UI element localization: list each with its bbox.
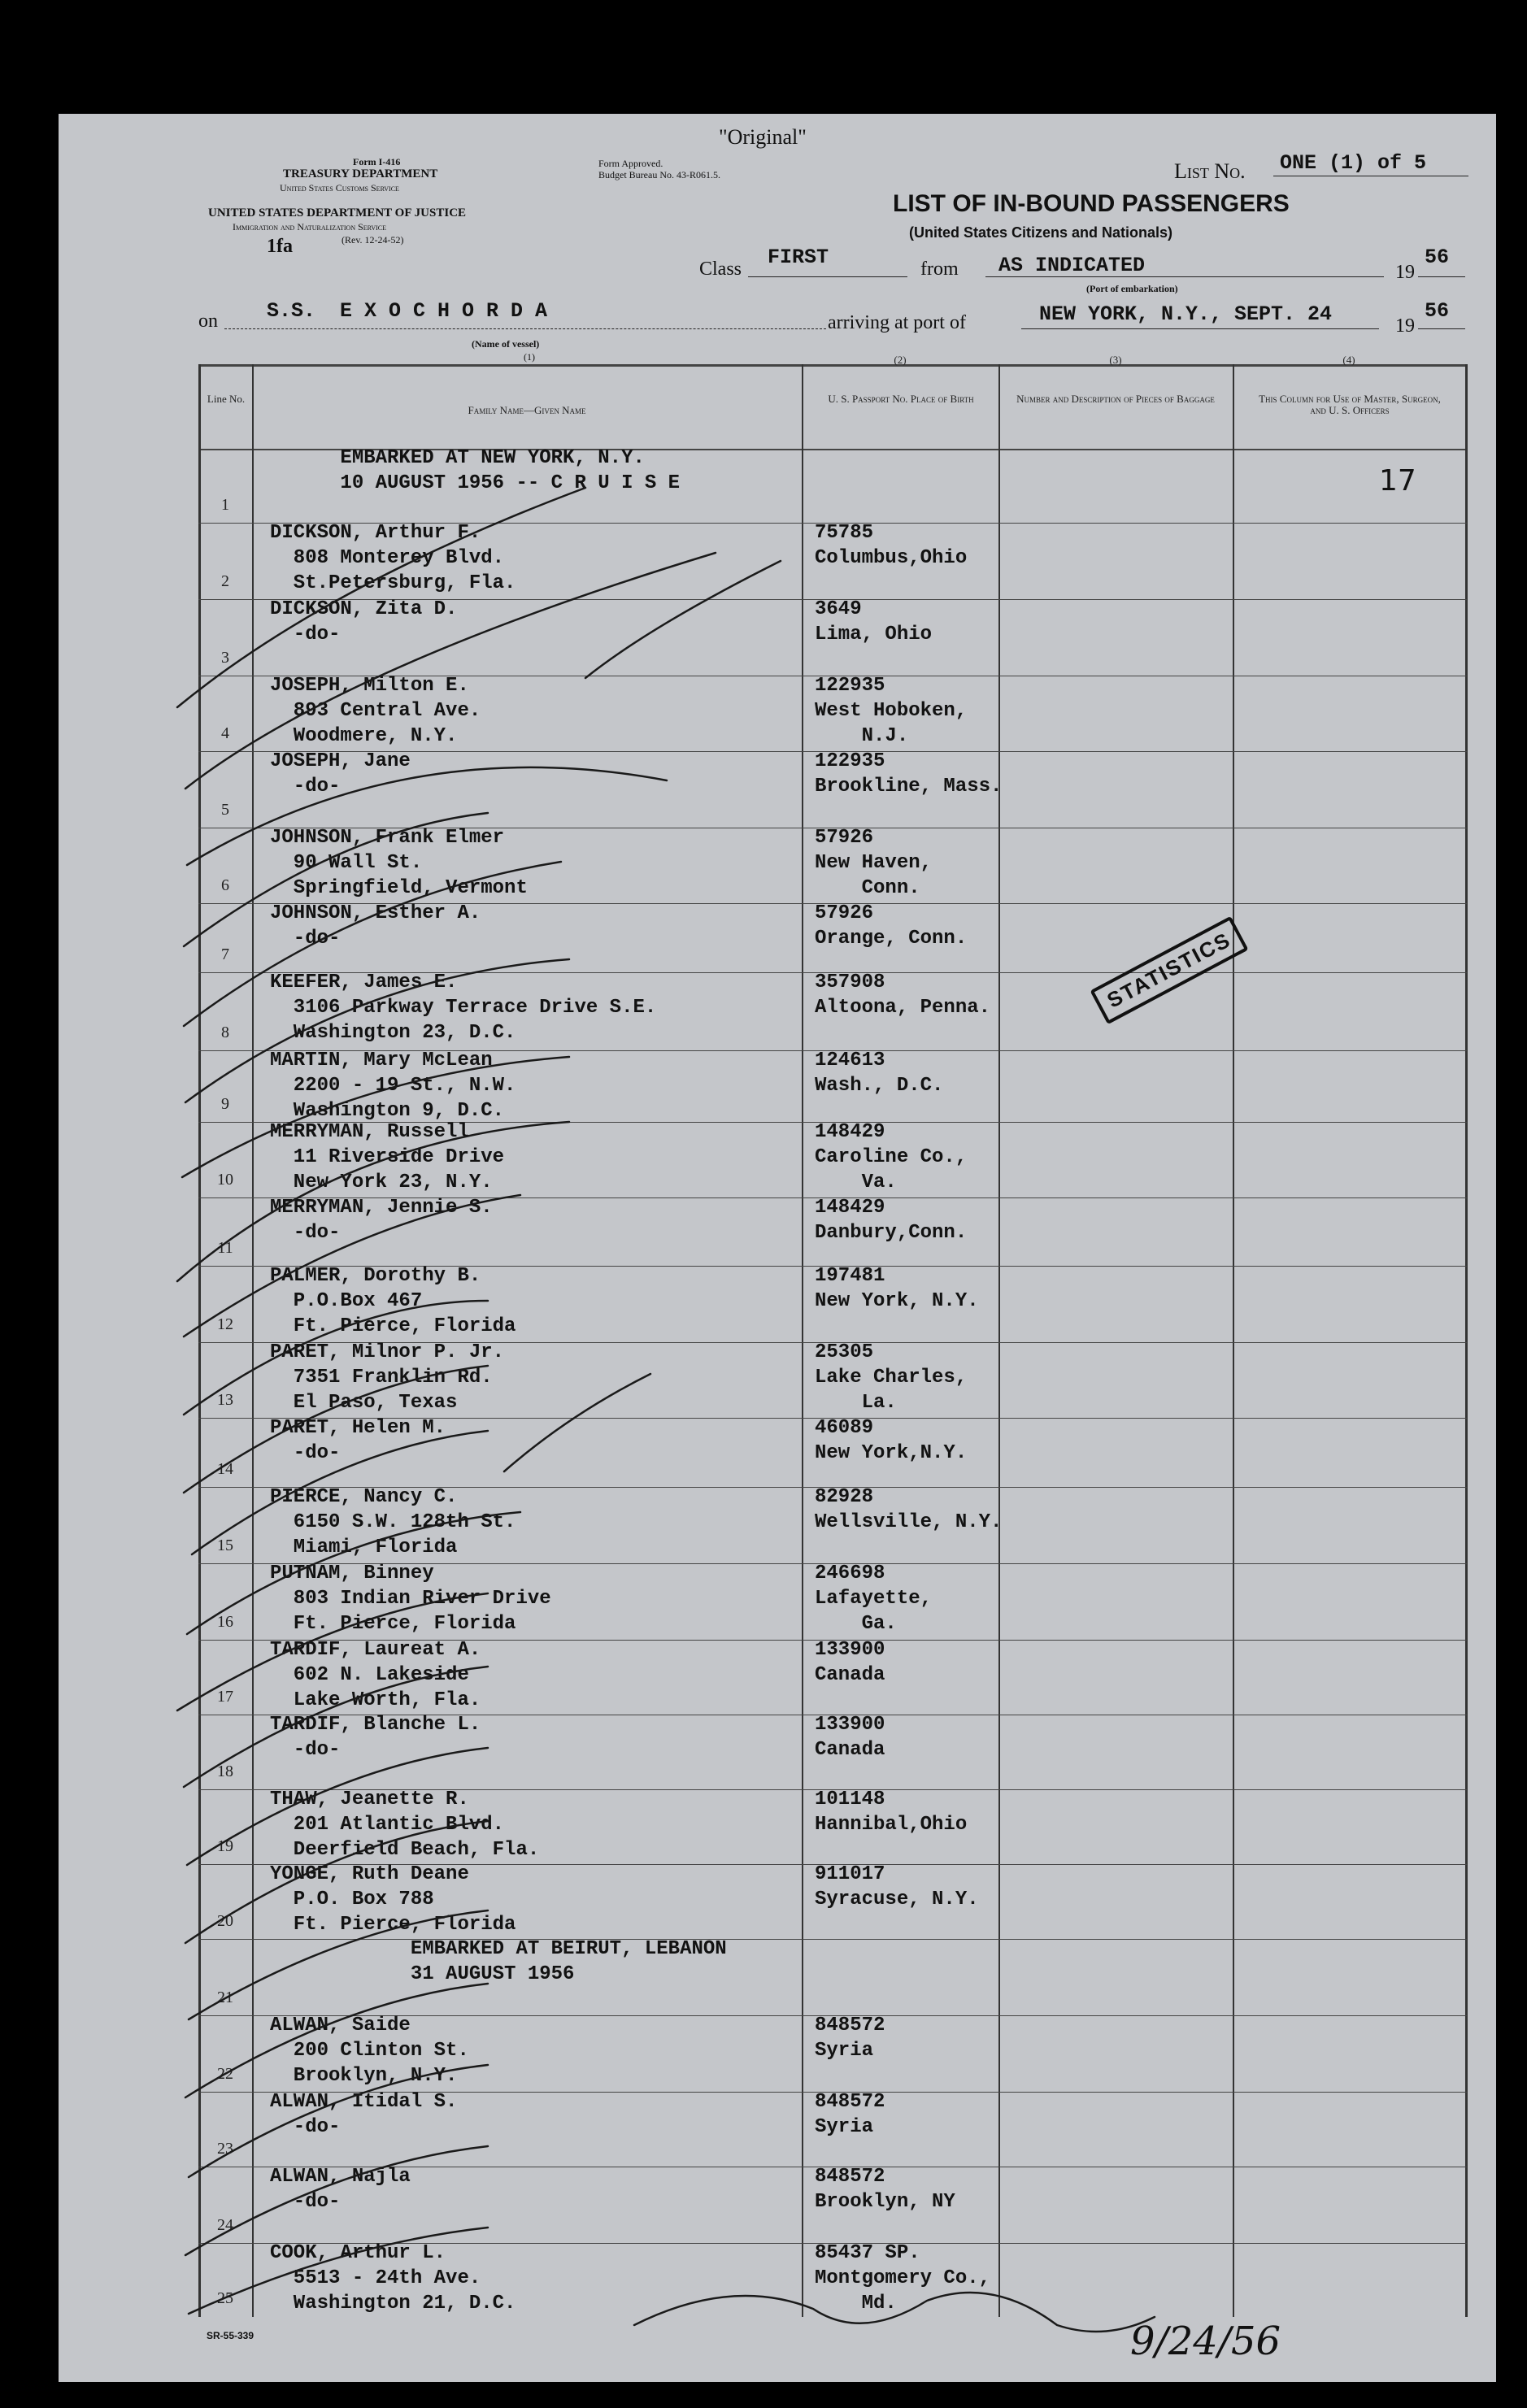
passport-line: 122935 [815, 750, 885, 772]
name-line: MARTIN, Mary McLean [270, 1050, 493, 1071]
passport-line: 133900 [815, 1714, 885, 1736]
line-number: 18 [217, 1763, 233, 1780]
passport-line: Syria [815, 2116, 874, 2138]
name-line: PARET, Helen M. [270, 1417, 446, 1439]
name-line: -do- [270, 1222, 341, 1244]
name-line: St.Petersburg, Fla. [270, 572, 516, 594]
passport-line: Montgomery Co., [815, 2267, 991, 2289]
name-line: JOSEPH, Jane [270, 750, 411, 772]
name-line: 10 AUGUST 1956 -- C R U I S E [270, 472, 681, 494]
from-value: AS INDICATED [998, 254, 1146, 277]
name-line: MERRYMAN, Russell [270, 1121, 469, 1143]
officers-cell: 17 [1379, 464, 1416, 498]
name-line: New York 23, N.Y. [270, 1171, 493, 1193]
line-number: 14 [217, 1460, 233, 1478]
passport-line: 25305 [815, 1341, 874, 1363]
name-line: -do- [270, 2116, 341, 2138]
rev-label: (Rev. 12-24-52) [342, 234, 404, 246]
line-number: 4 [221, 724, 229, 742]
name-line: PUTNAM, Binney [270, 1563, 434, 1584]
passport-line: Danbury,Conn. [815, 1222, 968, 1244]
year-value-1: 56 [1425, 246, 1450, 269]
line-number: 20 [217, 1912, 233, 1930]
name-line: Springfield, Vermont [270, 877, 528, 899]
line-number: 11 [217, 1239, 233, 1257]
column-header-baggage: Number and Description of Pieces of Baggage [1016, 393, 1215, 405]
line-number: 22 [217, 2065, 233, 2083]
line-number: 5 [221, 801, 229, 819]
name-line: 2200 - 19 St., N.W. [270, 1075, 516, 1097]
line-number: 25 [217, 2289, 233, 2307]
year-prefix-2: 19 [1395, 315, 1415, 337]
passport-line: Syria [815, 2040, 874, 2062]
line-number: 1 [221, 496, 229, 514]
passport-line: Wash., D.C. [815, 1075, 944, 1097]
name-line: EMBARKED AT NEW YORK, N.Y. [270, 447, 645, 469]
passport-line: 57926 [815, 902, 874, 924]
name-line: 893 Central Ave. [270, 700, 481, 722]
name-line: El Paso, Texas [270, 1392, 458, 1414]
passport-line: 122935 [815, 675, 885, 697]
name-line: 90 Wall St. [270, 852, 423, 874]
passport-line: 848572 [815, 2091, 885, 2113]
form-approved: Form Approved. [598, 158, 663, 169]
name-line: JOHNSON, Frank Elmer [270, 827, 505, 849]
customs-label: United States Customs Service [280, 182, 399, 193]
passport-line: Brookline, Mass. [815, 776, 1003, 798]
ins-label: Immigration and Naturalization Service [233, 221, 387, 233]
passport-line: 848572 [815, 2015, 885, 2036]
name-line: 808 Monterey Blvd. [270, 547, 505, 569]
passport-line: Columbus,Ohio [815, 547, 968, 569]
name-line: ALWAN, Itidal S. [270, 2091, 458, 2113]
passport-line: Lake Charles, [815, 1367, 968, 1389]
passport-line: New Haven, [815, 852, 933, 874]
name-line: Lake Worth, Fla. [270, 1689, 481, 1711]
passport-line: Lafayette, [815, 1588, 933, 1610]
footer-form-code: SR-55-339 [207, 2330, 254, 2341]
name-line: Washington 23, D.C. [270, 1022, 516, 1044]
name-line: 31 AUGUST 1956 [270, 1963, 575, 1985]
name-line: Brooklyn, N.Y. [270, 2065, 458, 2087]
passport-line: La. [815, 1392, 897, 1414]
passport-line: Md. [815, 2293, 897, 2315]
passport-line: 46089 [815, 1417, 874, 1439]
name-line: 6150 S.W. 128th St. [270, 1511, 516, 1533]
treasury-label: TREASURY DEPARTMENT [283, 167, 438, 180]
passport-line: Brooklyn, NY [815, 2191, 955, 2213]
line-number: 8 [221, 1024, 229, 1041]
name-line: -do- [270, 2191, 341, 2213]
column-header-officers: This Column for Use of Master, Surgeon, and U. S. Officers [1259, 393, 1441, 416]
name-line: Ft. Pierce, Florida [270, 1914, 516, 1936]
name-line: DICKSON, Arthur F. [270, 522, 481, 544]
name-line: -do- [270, 1739, 341, 1761]
arriving-value: NEW YORK, N.Y., SEPT. 24 [1039, 302, 1333, 326]
name-line: MERRYMAN, Jennie S. [270, 1197, 493, 1219]
column-number-2: (2) [894, 354, 907, 366]
name-line: 7351 Franklin Rd. [270, 1367, 493, 1389]
name-line: Ft. Pierce, Florida [270, 1613, 516, 1635]
line-number: 24 [217, 2216, 233, 2234]
name-line: PARET, Milnor P. Jr. [270, 1341, 505, 1363]
name-line: JOHNSON, Esther A. [270, 902, 481, 924]
passport-line: 85437 SP. [815, 2242, 920, 2264]
line-number: 6 [221, 876, 229, 894]
form-code: 1fa [267, 236, 293, 257]
budget-label: Budget Bureau No. 43-R061.5. [598, 169, 720, 180]
vessel-col-number: (1) [524, 351, 535, 363]
name-line: Ft. Pierce, Florida [270, 1315, 516, 1337]
passport-line: 82928 [815, 1486, 874, 1508]
passport-line: Ga. [815, 1613, 897, 1635]
passport-line: Hannibal,Ohio [815, 1814, 968, 1836]
passport-line: West Hoboken, [815, 700, 968, 722]
name-line: EMBARKED AT BEIRUT, LEBANON [270, 1938, 727, 1960]
name-line: 11 Riverside Drive [270, 1146, 505, 1168]
name-line: -do- [270, 624, 341, 645]
column-header-passport: U. S. Passport No. Place of Birth [828, 393, 974, 405]
line-number: 7 [221, 945, 229, 963]
passport-line: 148429 [815, 1197, 885, 1219]
passport-line: N.J. [815, 725, 909, 747]
form-number: Form I-416 [353, 156, 401, 167]
passport-line: Va. [815, 1171, 897, 1193]
name-line: JOSEPH, Milton E. [270, 675, 469, 697]
name-line: DICKSON, Zita D. [270, 598, 458, 620]
passport-line: 124613 [815, 1050, 885, 1071]
signature-date: 9/24/56 [1130, 2319, 1281, 2364]
passport-line: 148429 [815, 1121, 885, 1143]
name-line: YONGE, Ruth Deane [270, 1863, 469, 1885]
line-number: 21 [217, 1989, 233, 2006]
line-number: 10 [217, 1171, 233, 1189]
column-number-4: (4) [1342, 354, 1355, 366]
passport-line: 848572 [815, 2166, 885, 2188]
passport-line: 246698 [815, 1563, 885, 1584]
passport-line: 101148 [815, 1789, 885, 1810]
class-label: Class [699, 259, 742, 280]
passport-line: 911017 [815, 1863, 885, 1885]
year-value-2: 56 [1425, 299, 1450, 323]
name-line: Deerfield Beach, Fla. [270, 1839, 540, 1861]
class-value: FIRST [768, 246, 829, 269]
line-number: 13 [217, 1391, 233, 1409]
name-line: PALMER, Dorothy B. [270, 1265, 481, 1287]
name-line: 5513 - 24th Ave. [270, 2267, 481, 2289]
line-number: 19 [217, 1837, 233, 1855]
year-prefix-1: 19 [1395, 262, 1415, 283]
name-line: Miami, Florida [270, 1537, 458, 1558]
line-number: 16 [217, 1613, 233, 1631]
name-line: P.O. Box 788 [270, 1889, 434, 1910]
passport-line: New York, N.Y. [815, 1290, 979, 1312]
passport-line: Orange, Conn. [815, 928, 968, 950]
name-line: -do- [270, 928, 341, 950]
original-label: "Original" [719, 125, 807, 149]
form-title: LIST OF IN-BOUND PASSENGERS [893, 190, 1290, 217]
line-number: 23 [217, 2140, 233, 2158]
passport-line: Caroline Co., [815, 1146, 968, 1168]
passport-line: Altoona, Penna. [815, 997, 991, 1019]
column-header-line-no: Line No. [207, 393, 246, 405]
from-label: from [920, 259, 959, 280]
name-line: 602 N. Lakeside [270, 1664, 469, 1686]
name-line: 3106 Parkway Terrace Drive S.E. [270, 997, 657, 1019]
passport-line: 133900 [815, 1639, 885, 1661]
line-number: 15 [217, 1537, 233, 1554]
list-no-label: List No. [1174, 159, 1246, 183]
passport-line: 357908 [815, 971, 885, 993]
passport-line: Canada [815, 1664, 885, 1686]
form-subtitle: (United States Citizens and Nationals) [909, 224, 1173, 241]
name-line: KEEFER, James E. [270, 971, 458, 993]
name-line: ALWAN, Najla [270, 2166, 411, 2188]
name-line: THAW, Jeanette R. [270, 1789, 469, 1810]
name-line: ALWAN, Saide [270, 2015, 411, 2036]
port-embark-caption: (Port of embarkation) [1086, 283, 1178, 294]
passport-line: Conn. [815, 877, 920, 899]
passport-line: 57926 [815, 827, 874, 849]
name-line: COOK, Arthur L. [270, 2242, 446, 2264]
line-number: 12 [217, 1315, 233, 1333]
passport-line: 75785 [815, 522, 874, 544]
name-line: PIERCE, Nancy C. [270, 1486, 458, 1508]
passport-line: Syracuse, N.Y. [815, 1889, 979, 1910]
name-line: 803 Indian River Drive [270, 1588, 551, 1610]
name-line: -do- [270, 776, 341, 798]
passport-line: Wellsville, N.Y. [815, 1511, 1003, 1533]
list-no-value: ONE (1) of 5 [1280, 151, 1427, 175]
name-line: P.O.Box 467 [270, 1290, 423, 1312]
name-line: TARDIF, Blanche L. [270, 1714, 481, 1736]
vessel-caption: (Name of vessel) [472, 338, 540, 350]
statistics-stamp: STATISTICS [1090, 916, 1248, 1024]
arriving-label: arriving at port of [828, 312, 966, 333]
passport-line: 197481 [815, 1265, 885, 1287]
name-line: Washington 21, D.C. [270, 2293, 516, 2315]
passport-line: 3649 [815, 598, 862, 620]
line-number: 17 [217, 1688, 233, 1706]
line-number: 9 [221, 1095, 229, 1113]
line-number: 2 [221, 572, 229, 590]
passport-line: Canada [815, 1739, 885, 1761]
name-line: Washington 9, D.C. [270, 1100, 505, 1122]
name-line: 201 Atlantic Blvd. [270, 1814, 505, 1836]
passport-line: New York,N.Y. [815, 1442, 968, 1464]
column-number-3: (3) [1109, 354, 1122, 366]
name-line: Woodmere, N.Y. [270, 725, 458, 747]
name-line: 200 Clinton St. [270, 2040, 469, 2062]
line-number: 3 [221, 649, 229, 667]
passport-line: Lima, Ohio [815, 624, 933, 645]
doj-label: UNITED STATES DEPARTMENT OF JUSTICE [208, 206, 467, 220]
vessel-name: S.S. E X O C H O R D A [267, 299, 548, 323]
column-header-name: Family Name—Given Name [468, 404, 586, 416]
on-label: on [198, 311, 218, 332]
name-line: TARDIF, Laureat A. [270, 1639, 481, 1661]
name-line: -do- [270, 1442, 341, 1464]
